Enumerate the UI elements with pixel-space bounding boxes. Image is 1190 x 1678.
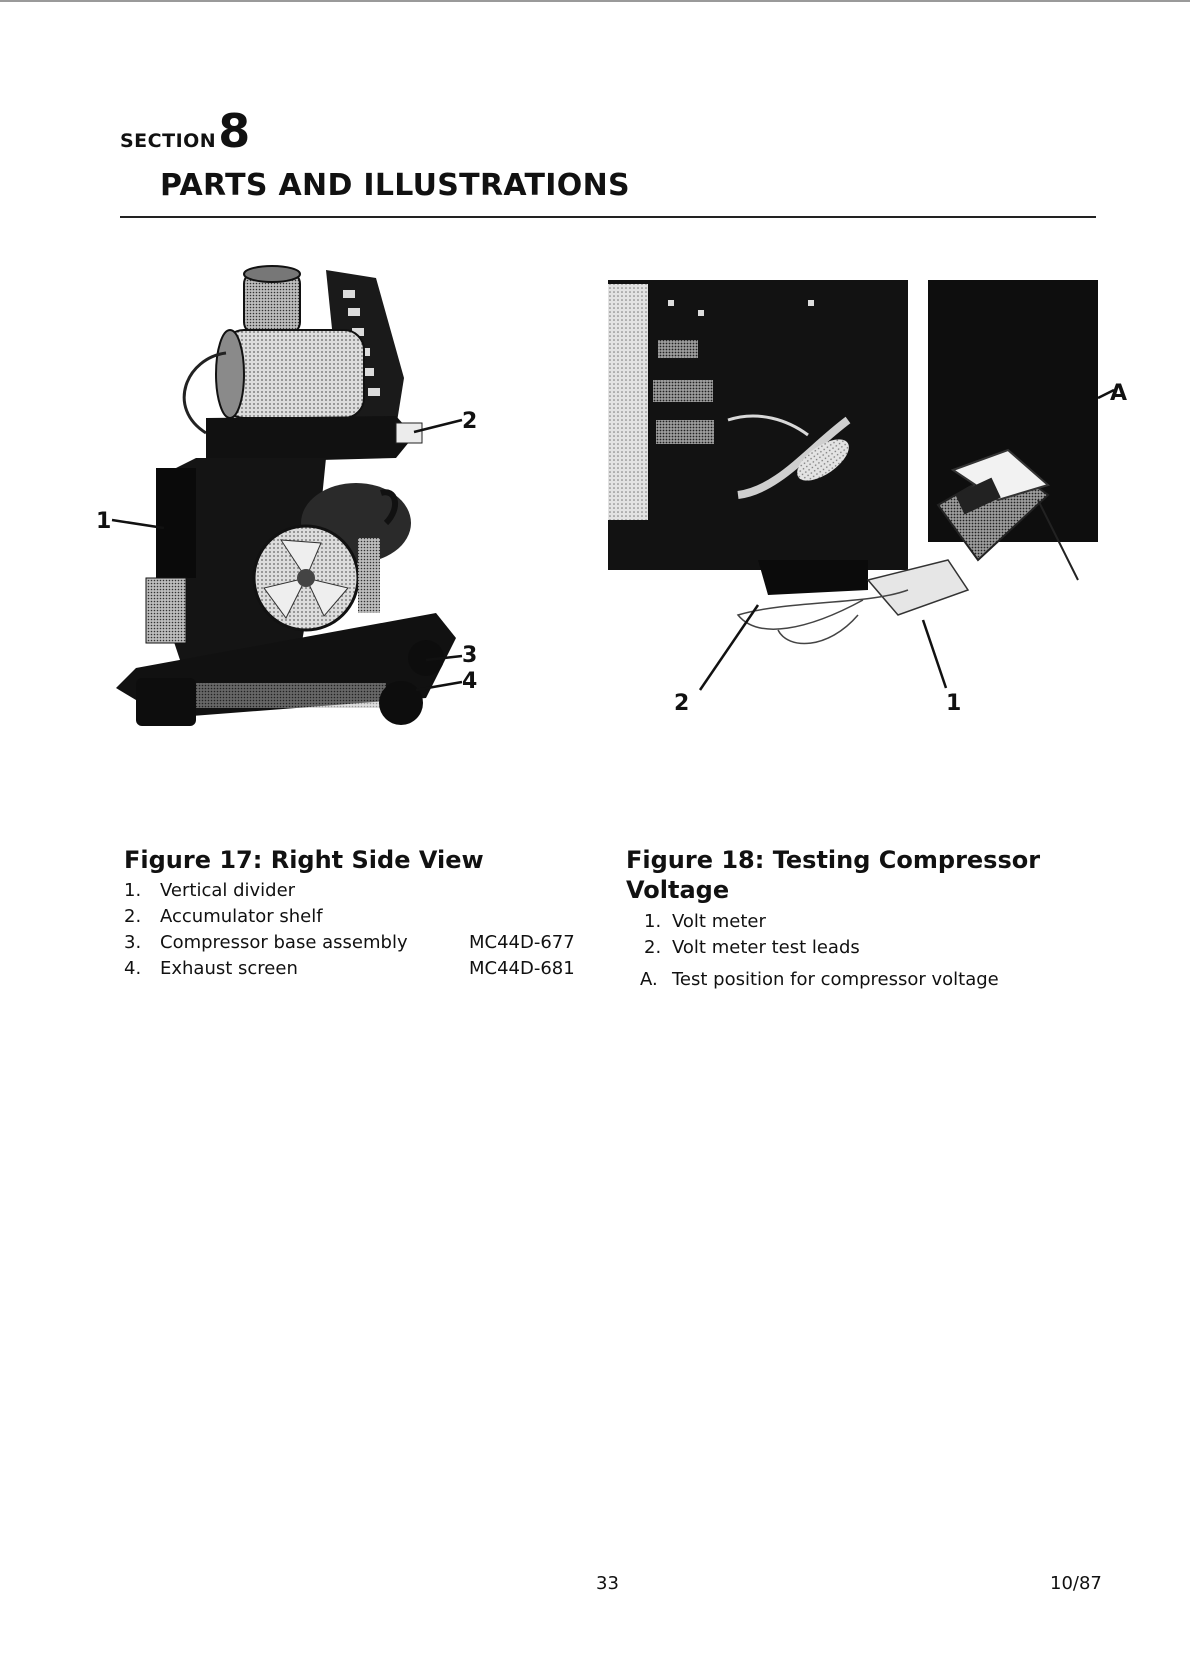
list-item xyxy=(640,967,1064,993)
item-text: Compressor base assembly xyxy=(160,932,408,953)
item-number: A. xyxy=(640,969,658,990)
revision-date: 10/87 xyxy=(1050,1573,1102,1594)
list-item xyxy=(644,935,1064,961)
callout-1: 1 xyxy=(946,691,962,716)
callout-a: A xyxy=(1110,381,1128,406)
item-text: Accumulator shelf xyxy=(160,906,323,927)
top-border-line xyxy=(0,0,1190,2)
title-divider xyxy=(120,216,1096,218)
part-number: MC44D-677 xyxy=(469,932,575,953)
item-text: Exhaust screen xyxy=(160,958,298,979)
item-number: 1. xyxy=(124,880,142,901)
figure-18-parts-list xyxy=(640,909,1064,993)
item-text: Volt meter test leads xyxy=(672,937,860,958)
page-title: PARTS AND ILLUSTRATIONS xyxy=(160,168,630,203)
figure-17-photo xyxy=(96,258,526,788)
list-item xyxy=(124,930,604,956)
item-text: Test position for compressor voltage xyxy=(672,969,999,990)
figure-18-caption xyxy=(626,845,1040,905)
list-item xyxy=(124,878,604,904)
item-text: Vertical divider xyxy=(160,880,296,901)
callout-1: 1 xyxy=(96,509,112,534)
item-number: 4. xyxy=(124,958,142,979)
figure-18-photo xyxy=(608,270,1128,720)
item-number: 1. xyxy=(644,911,662,932)
item-number: 2. xyxy=(644,937,662,958)
page-number: 33 xyxy=(596,1573,619,1594)
section-label: SECTION xyxy=(120,130,217,152)
callout-2: 2 xyxy=(462,409,478,434)
item-text: Volt meter xyxy=(672,911,766,932)
figure-18-caption-line-1: Figure 18: Testing Compressor xyxy=(626,846,1041,874)
section-number: 8 xyxy=(218,104,251,158)
section-heading xyxy=(120,104,251,158)
part-number: MC44D-681 xyxy=(469,958,575,979)
callout-3: 3 xyxy=(462,643,478,668)
list-item xyxy=(124,956,604,982)
list-item xyxy=(644,909,1064,935)
item-number: 3. xyxy=(124,932,142,953)
figure-17-parts-list xyxy=(124,878,604,982)
figure-18-caption-line-2: Voltage xyxy=(626,876,730,904)
list-item xyxy=(124,904,604,930)
callout-4: 4 xyxy=(462,669,478,694)
figure-17-caption: Figure 17: Right Side View xyxy=(124,846,484,874)
callout-2: 2 xyxy=(674,691,690,716)
item-number: 2. xyxy=(124,906,142,927)
